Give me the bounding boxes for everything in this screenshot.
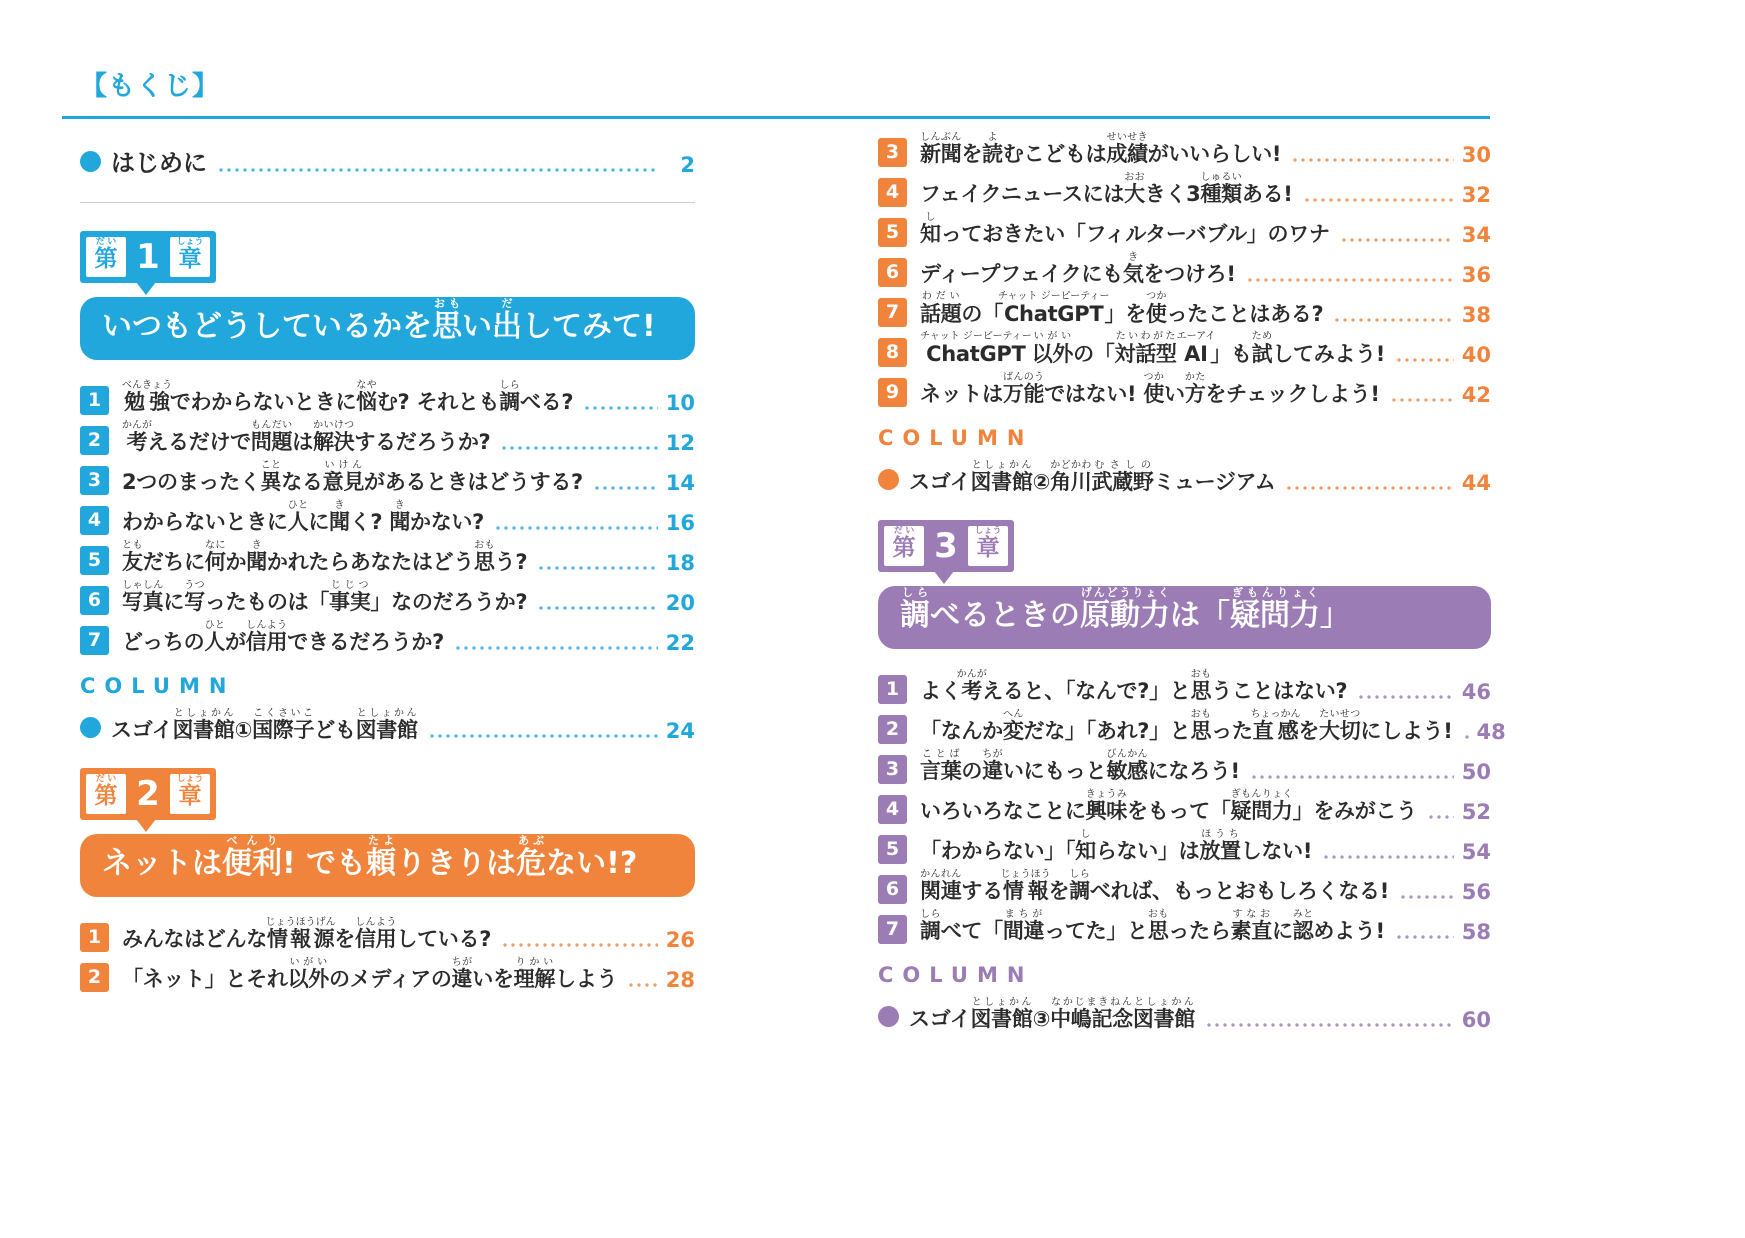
toc-item xyxy=(80,953,695,993)
dotted-leader xyxy=(1250,772,1454,782)
column-entry xyxy=(80,704,695,744)
item-title: 調しらべて「間違まちがってた」と思おもったら素直すなおに認みとめよう! xyxy=(920,909,1385,943)
toc-item-list xyxy=(878,128,1491,408)
dotted-leader xyxy=(1399,892,1454,902)
chapter-header xyxy=(878,520,1491,649)
dotted-leader xyxy=(1395,355,1454,365)
section-divider xyxy=(80,202,695,203)
page-number: 22 xyxy=(665,631,695,655)
toc-item xyxy=(878,208,1491,248)
item-title: どっちの人ひとが信用しんようできるだろうか? xyxy=(122,620,444,654)
bullet-icon xyxy=(878,469,899,490)
item-title: 知しっておきたい「フィルターバブル」のワナ xyxy=(920,212,1330,246)
column-title: スゴイ図書館としょかん②角川かどかわ武蔵野むさしのミュージアム xyxy=(909,460,1276,494)
item-number-badge: 4 xyxy=(80,506,109,535)
header-rule xyxy=(62,116,1490,119)
item-number-badge: 7 xyxy=(878,298,907,327)
toc-item xyxy=(80,616,695,656)
toc-item xyxy=(878,665,1491,705)
toc-item-list xyxy=(80,913,695,993)
chapter-title-banner: 調しらべるときの原動力げんどうりょくは「疑問力ぎもんりょく」 xyxy=(878,586,1491,649)
page-number: 58 xyxy=(1461,920,1491,944)
item-title: 2つのまったく異ことなる意見いけんがあるときはどうする? xyxy=(122,460,583,494)
intro-entry xyxy=(80,138,695,178)
page-number: 2 xyxy=(680,153,695,177)
toc-item xyxy=(878,328,1491,368)
item-number-badge: 9 xyxy=(878,378,907,407)
item-title: よく考かんがえると、「なんで?」と思おもうことはない? xyxy=(920,669,1348,703)
item-title: 写真しゃしんに写うつったものは「事実じじつ」なのだろうか? xyxy=(122,580,528,614)
dotted-leader xyxy=(627,980,658,990)
page-number: 48 xyxy=(1476,720,1506,744)
page-number: 46 xyxy=(1461,680,1491,704)
item-title: ネットは万能ばんのうではない! 使つかい方かたをチェックしよう! xyxy=(920,372,1380,406)
column-title: スゴイ図書館としょかん①国際子こくさいこども図書館としょかん xyxy=(111,708,418,742)
chapter-suffix: 章しょう xyxy=(170,237,210,277)
bullet-icon xyxy=(878,1006,899,1027)
page-number: 32 xyxy=(1461,183,1491,207)
dotted-leader xyxy=(1205,1020,1454,1030)
dotted-leader xyxy=(494,523,658,533)
chapter-title-banner: ネットは便利べんり! でも頼たよりきりは危あぶない!? xyxy=(80,834,695,897)
column-entry xyxy=(878,993,1491,1033)
chapter-header xyxy=(80,768,695,897)
toc-item xyxy=(80,376,695,416)
dotted-leader xyxy=(1357,692,1453,702)
chapter-suffix: 章しょう xyxy=(968,526,1008,566)
toc-item xyxy=(878,745,1491,785)
dotted-leader xyxy=(1390,395,1454,405)
toc-item xyxy=(878,288,1491,328)
item-number-badge: 3 xyxy=(80,466,109,495)
toc-item xyxy=(878,705,1506,745)
toc-item xyxy=(878,865,1491,905)
toc-item xyxy=(878,905,1491,945)
page-number: 56 xyxy=(1461,880,1491,904)
item-number-badge: 3 xyxy=(878,138,907,167)
item-title: 友ともだちに何なにか聞きかれたらあなたはどう思おもう? xyxy=(122,540,528,574)
chapter-number: 3 xyxy=(934,526,958,566)
chapter-prefix: 第だい xyxy=(86,774,126,814)
page-number: 12 xyxy=(665,431,695,455)
item-number-badge: 6 xyxy=(878,875,907,904)
item-number-badge: 4 xyxy=(878,795,907,824)
right-column xyxy=(878,128,1506,1033)
chapter-prefix: 第だい xyxy=(86,237,126,277)
dotted-leader xyxy=(1322,852,1454,862)
item-number-badge: 5 xyxy=(80,546,109,575)
item-number-badge: 6 xyxy=(878,258,907,287)
page-number: 34 xyxy=(1461,223,1491,247)
item-title: 話題わだいの「ChatGPTチャット ジーピーティー」を使つかったことはある? xyxy=(920,291,1324,326)
page-number: 38 xyxy=(1461,303,1491,327)
dotted-leader xyxy=(1285,483,1453,493)
item-number-badge: 1 xyxy=(878,675,907,704)
item-number-badge: 2 xyxy=(80,426,109,455)
page-number: 40 xyxy=(1461,343,1491,367)
item-title: わからないときに人ひとに聞きく? 聞きかない? xyxy=(122,500,484,534)
toc-item xyxy=(80,416,695,456)
page-number: 44 xyxy=(1461,471,1491,495)
bullet-icon xyxy=(80,151,101,172)
chapter-number: 2 xyxy=(136,774,160,814)
item-number-badge: 2 xyxy=(878,715,907,744)
page-number: 26 xyxy=(665,928,695,952)
page-number: 16 xyxy=(665,511,695,535)
item-number-badge: 2 xyxy=(80,963,109,992)
dotted-leader xyxy=(501,940,658,950)
page-number: 14 xyxy=(665,471,695,495)
toc-item xyxy=(878,168,1491,208)
toc-item xyxy=(80,496,695,536)
toc-item xyxy=(80,576,695,616)
dotted-leader xyxy=(1291,155,1454,165)
chapter-number-badge xyxy=(878,520,1014,572)
toc-item xyxy=(878,785,1491,825)
column-label: COLUMN xyxy=(80,674,236,698)
chapter-title-banner: いつもどうしているかを思おもい出だしてみて! xyxy=(80,297,695,360)
chapter-1-section xyxy=(80,231,695,744)
column-title: スゴイ図書館としょかん③中嶋記念なかじまきねん図書館としょかん xyxy=(909,997,1195,1031)
dotted-leader xyxy=(1463,732,1469,742)
dotted-leader xyxy=(537,563,658,573)
page-number: 60 xyxy=(1461,1008,1491,1032)
toc-item xyxy=(80,456,695,496)
toc-item xyxy=(878,825,1491,865)
left-column xyxy=(80,138,695,993)
dotted-leader xyxy=(593,483,658,493)
page-number: 18 xyxy=(665,551,695,575)
item-number-badge: 4 xyxy=(878,178,907,207)
page-number: 24 xyxy=(665,719,695,743)
dotted-leader xyxy=(537,603,658,613)
item-number-badge: 7 xyxy=(878,915,907,944)
item-title: いろいろなことに興味きょうみをもって「疑問力ぎもんりょく」をみがこう xyxy=(920,789,1417,823)
item-number-badge: 7 xyxy=(80,626,109,655)
page-number: 10 xyxy=(665,391,695,415)
page-number: 52 xyxy=(1461,800,1491,824)
dotted-leader xyxy=(428,731,658,741)
page-number: 36 xyxy=(1461,263,1491,287)
page-number: 50 xyxy=(1461,760,1491,784)
item-title: 考かんがえるだけで問題もんだいは解決かいけつするだろうか? xyxy=(122,420,491,454)
item-title: みんなはどんな情報源じょうほうげんを信用しんようしている? xyxy=(122,917,492,951)
dotted-leader xyxy=(1395,932,1454,942)
chapter-suffix: 章しょう xyxy=(170,774,210,814)
dotted-leader xyxy=(1303,195,1454,205)
toc-item xyxy=(878,248,1491,288)
bullet-icon xyxy=(80,717,101,738)
item-title: ChatGPTチャット ジーピーティー以外いがいの「対話型たいわがたAIエーアイ」も試ためしてみよう! xyxy=(920,331,1386,366)
chapter-3-section xyxy=(878,520,1506,1033)
dotted-leader xyxy=(583,403,657,413)
toc-item xyxy=(878,128,1491,168)
toc-item xyxy=(80,536,695,576)
page-number: 54 xyxy=(1461,840,1491,864)
dotted-leader xyxy=(1333,315,1453,325)
item-number-badge: 1 xyxy=(80,923,109,952)
page-number: 30 xyxy=(1461,143,1491,167)
chapter-header xyxy=(80,231,695,360)
chapter-prefix: 第だい xyxy=(884,526,924,566)
toc-item xyxy=(80,913,695,953)
intro-label: はじめに xyxy=(111,149,207,177)
page-number: 42 xyxy=(1461,383,1491,407)
toc-item-list xyxy=(80,376,695,656)
item-number-badge: 5 xyxy=(878,835,907,864)
item-number-badge: 5 xyxy=(878,218,907,247)
page-number: 20 xyxy=(665,591,695,615)
chapter-number-badge xyxy=(80,231,216,283)
column-label: COLUMN xyxy=(878,426,1034,450)
toc-item xyxy=(878,368,1491,408)
dotted-leader xyxy=(500,443,657,453)
item-number-badge: 3 xyxy=(878,755,907,784)
column-label: COLUMN xyxy=(878,963,1034,987)
dotted-leader xyxy=(1246,275,1454,285)
item-title: 「なんか変へんだな」「あれ?」と思おもった直感ちょっかんを大切たいせつにしよう! xyxy=(920,709,1453,743)
column-entry xyxy=(878,456,1491,496)
chapter-number: 1 xyxy=(136,237,160,277)
item-title: 「わからない」「知しらない」は放置ほうちしない! xyxy=(920,829,1313,863)
item-title: ディープフェイクにも気きをつけろ! xyxy=(920,252,1236,286)
item-number-badge: 1 xyxy=(80,386,109,415)
item-number-badge: 8 xyxy=(878,338,907,367)
item-title: 「ネット」とそれ以外いがいのメディアの違ちがいを理解りかいしよう xyxy=(122,957,618,991)
item-title: 勉強べんきょうでわからないときに悩なやむ? それとも調しらべる? xyxy=(122,380,574,414)
chapter-2-section-right xyxy=(878,128,1491,496)
item-title: 関連かんれんする情報じょうほうを調しらべれば、もっとおもしろくなる! xyxy=(920,869,1389,903)
page-title: 【もくじ】 xyxy=(80,71,220,102)
item-title: フェイクニュースには大おおきく3種類しゅるいある! xyxy=(920,172,1293,206)
dotted-leader xyxy=(1340,235,1454,245)
item-title: 新聞しんぶんを読よむこどもは成績せいせきがいいらしい! xyxy=(920,132,1282,166)
page-number: 28 xyxy=(665,968,695,992)
chapter-2-section-left xyxy=(80,768,695,993)
dotted-leader xyxy=(454,643,658,653)
item-number-badge: 6 xyxy=(80,586,109,615)
chapter-number-badge xyxy=(80,768,216,820)
dotted-leader xyxy=(217,165,659,175)
item-title: 言葉ことばの違ちがいにもっと敏感びんかんになろう! xyxy=(920,749,1240,783)
toc-item-list xyxy=(878,665,1506,945)
dotted-leader xyxy=(1427,812,1454,822)
